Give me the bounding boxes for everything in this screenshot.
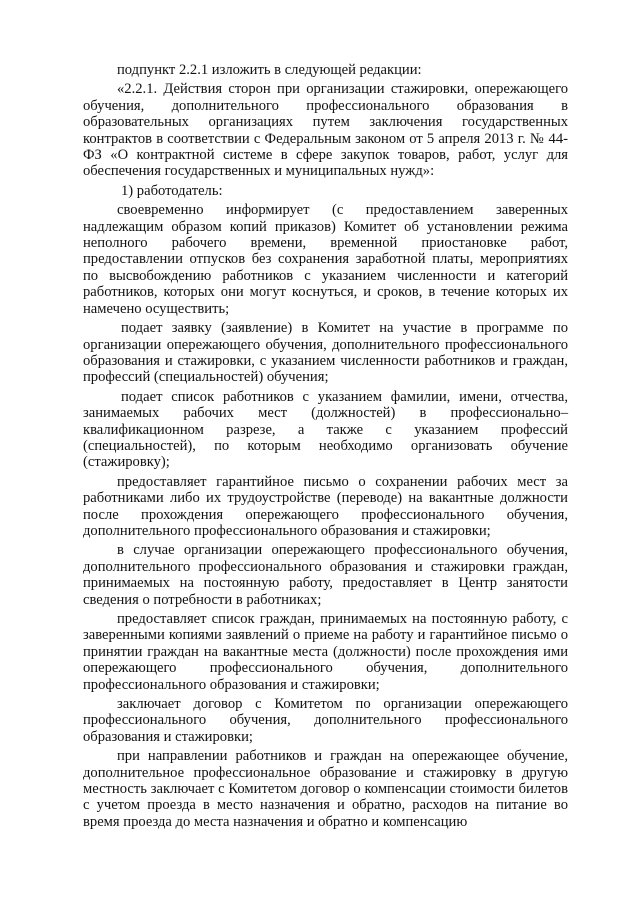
- paragraph-citizen-list: предоставляет список граждан, принимаемых на постоянную работу, с заверенными копиями заявлений о приеме на работу и гарантийное письмо о принятии граждан на вакантные места (должности) после прохождения ими опережающего профессионального обучения, дополнительного профессионального образования и стажировки;: [83, 611, 568, 693]
- document-body: [83, 62, 568, 833]
- paragraph-subclause-2-2-1: «2.2.1. Действия сторон при организации стажировки, опережающего обучения, дополнительного профессионального образования в образовательных организациях путем заключения государственных контрактов в соответствии с Федеральным законом от 5 апреля 2013 г. № 44-ФЗ «О контрактной системе в сфере закупок товаров, работ, услуг для обеспечения государственных и муниципальных нужд»:: [83, 81, 568, 180]
- paragraph-travel-compensation: при направлении работников и граждан на опережающее обучение, дополнительное профессиональное образование и стажировку в другую местность заключает с Комитетом договор о компенсации стоимости билетов с учетом проезда в место назначения и обратно, расходов на питание во время проезда до места назначения и обратно и компенсацию: [83, 748, 568, 830]
- paragraph-guarantee-letter: предоставляет гарантийное письмо о сохранении рабочих мест за работниками либо их трудоустройстве (переводе) на вакантные должности после прохождения опережающего профессионального обучения, дополнительного профессионального образования и стажировки;: [83, 473, 568, 539]
- paragraph-new-hires: в случае организации опережающего профессионального обучения, дополнительного профессионального образования и стажировки граждан, принимаемых на постоянную работу, предоставляет в Центр занятости сведения о потребности в работниках;: [83, 542, 568, 608]
- paragraph-inform: своевременно информирует (с предоставлением заверенных надлежащим образом копий приказов) Комитет об установлении режима неполного рабочего времени, временной приостановке работ, предоставлении отпусков без сохранения заработной платы, мероприятиях по высвобождению работников с указанием численности и категорий работников, которых они могут коснуться, и сроков, в течение которых их намечено осуществить;: [83, 202, 568, 317]
- paragraph-application: подает заявку (заявление) в Комитет на участие в программе по организации опережающего обучения, дополнительного профессионального образования и стажировки, с указанием численности работников и граждан, профессий (специальностей) обучения;: [83, 320, 568, 386]
- paragraph-intro: подпункт 2.2.1 изложить в следующей редакции:: [117, 62, 422, 78]
- paragraph-employee-list: подает список работников с указанием фамилии, имени, отчества, занимаемых рабочих мест (должностей) в профессионально–квалификационном разрезе, а также с указанием профессий (специальностей), по которым необходимо организовать обучение (стажировку);: [83, 388, 568, 471]
- paragraph-contract: заключает договор с Комитетом по организации опережающего профессионального обучения, дополнительного профессионального образования и стажировки;: [83, 696, 568, 745]
- paragraph-employer-heading: 1) работодатель:: [121, 182, 223, 199]
